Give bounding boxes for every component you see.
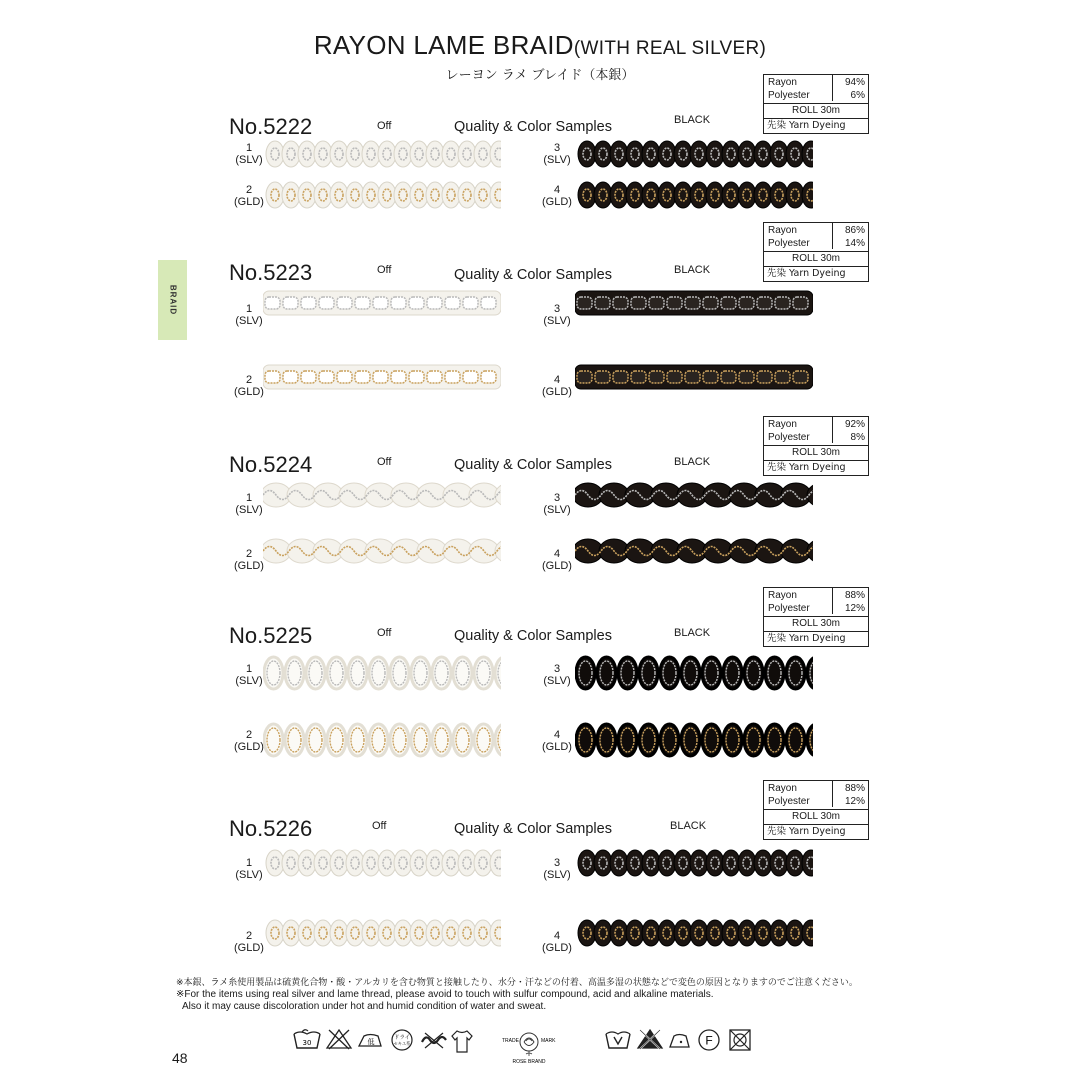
rayon-percent: 88% xyxy=(844,590,865,601)
dye-method: 先染 Yarn Dyeing xyxy=(767,268,846,279)
rayon-label: Rayon xyxy=(768,225,797,236)
composition-row xyxy=(764,588,868,617)
title-sub: (WITH REAL SILVER) xyxy=(573,38,767,59)
variant-number: 4 xyxy=(553,930,561,942)
variant-code: (SLV) xyxy=(235,869,263,881)
product-number: No.5224 xyxy=(229,452,313,477)
braid-swatch xyxy=(263,721,501,751)
variant-label xyxy=(231,492,267,516)
variant-label xyxy=(539,663,575,687)
iron-low-icon xyxy=(356,1028,384,1050)
variant-label xyxy=(539,930,575,954)
dry-clean-f-icon xyxy=(697,1028,721,1052)
note-japanese: ※本銀、ラメ糸使用製品は硫黄化合物・酸・アルカリを含む物質と接触したり、水分・汗などの付着、高温多湿の状態などで変色の原因となりますのでご注意ください。 xyxy=(176,978,858,988)
braid-swatch xyxy=(575,721,813,751)
braid-swatch xyxy=(263,918,501,948)
trademark-brand-text: ROSE BRAND xyxy=(512,1059,546,1065)
polyester-label: Polyester xyxy=(768,90,810,101)
variant-code: (GLD) xyxy=(542,196,572,208)
variant-number: 4 xyxy=(553,729,561,741)
wash-temp-text: 30 xyxy=(302,1039,312,1047)
variant-number: 2 xyxy=(245,930,253,942)
dye-method: 先染 Yarn Dyeing xyxy=(767,633,846,644)
variant-number: 2 xyxy=(245,729,253,741)
rayon-percent: 92% xyxy=(844,419,865,430)
variant-code: (GLD) xyxy=(234,386,264,398)
polyester-percent: 8% xyxy=(850,432,865,443)
variant-label xyxy=(539,142,575,166)
variant-label xyxy=(539,492,575,516)
braid-swatch xyxy=(575,180,813,210)
rayon-label: Rayon xyxy=(768,77,797,88)
dye-method: 先染 Yarn Dyeing xyxy=(767,462,846,473)
polyester-percent: 6% xyxy=(850,90,865,101)
black-label: BLACK xyxy=(674,627,711,639)
page-title xyxy=(0,30,1080,61)
spec-table xyxy=(763,74,869,134)
page-number: 48 xyxy=(172,1050,188,1066)
braid-swatch xyxy=(575,918,813,948)
variant-label xyxy=(231,548,267,572)
spec-table xyxy=(763,780,869,840)
rayon-label: Rayon xyxy=(768,419,797,430)
braid-swatch xyxy=(263,848,501,878)
variant-code: (SLV) xyxy=(235,675,263,687)
composition-row xyxy=(764,781,868,810)
variant-label xyxy=(539,548,575,572)
spec-table xyxy=(763,587,869,647)
variant-number: 1 xyxy=(245,142,253,154)
variant-number: 3 xyxy=(553,663,561,675)
product-number: No.5223 xyxy=(229,260,313,285)
note-english-2: Also it may cause discoloration under hot and humid condition of water and sweat. xyxy=(182,1001,547,1012)
category-tab xyxy=(158,260,187,340)
variant-label xyxy=(539,374,575,398)
variant-code: (SLV) xyxy=(543,675,571,687)
braid-swatch xyxy=(263,480,501,510)
roll-length: ROLL 30m xyxy=(764,810,868,825)
no-bleach-icon xyxy=(325,1028,353,1050)
black-label: BLACK xyxy=(674,114,711,126)
black-label: BLACK xyxy=(670,820,707,832)
rayon-label: Rayon xyxy=(768,590,797,601)
category-tab-label: BRAID xyxy=(168,284,177,316)
variant-number: 3 xyxy=(553,142,561,154)
off-white-label: Off xyxy=(372,820,387,832)
title-main: RAYON LAME BRAID xyxy=(313,30,574,60)
variant-code: (SLV) xyxy=(543,869,571,881)
variant-code: (SLV) xyxy=(235,154,263,166)
variant-number: 1 xyxy=(245,492,253,504)
spec-table xyxy=(763,222,869,282)
rayon-percent: 86% xyxy=(844,225,865,236)
variant-number: 1 xyxy=(245,663,253,675)
variant-label xyxy=(539,729,575,753)
polyester-percent: 14% xyxy=(844,238,865,249)
variant-number: 3 xyxy=(553,303,561,315)
variant-label xyxy=(231,930,267,954)
variant-code: (GLD) xyxy=(542,386,572,398)
variant-number: 4 xyxy=(553,548,561,560)
title-japanese: レーヨン ラメ ブレイド（本銀） xyxy=(445,68,635,83)
braid-swatch xyxy=(263,180,501,210)
dry-clean-subtext: セキユ系 xyxy=(393,1041,411,1046)
variant-code: (GLD) xyxy=(234,942,264,954)
variant-code: (SLV) xyxy=(543,154,571,166)
polyester-percent: 12% xyxy=(844,603,865,614)
product-number: No.5222 xyxy=(229,114,313,139)
dry-clean-f-text: F xyxy=(705,1033,713,1048)
braid-swatch xyxy=(263,654,501,684)
variant-label xyxy=(231,729,267,753)
variant-number: 2 xyxy=(245,184,253,196)
variant-code: (SLV) xyxy=(543,315,571,327)
quality-samples-label: Quality & Color Samples xyxy=(454,628,612,644)
polyester-label: Polyester xyxy=(768,238,810,249)
rose-brand-trademark xyxy=(500,1028,558,1068)
braid-swatch xyxy=(263,362,501,392)
dry-clean-icon xyxy=(388,1028,416,1052)
variant-code: (SLV) xyxy=(543,504,571,516)
braid-swatch xyxy=(575,362,813,392)
off-white-label: Off xyxy=(377,456,392,468)
no-wring-icon xyxy=(420,1030,448,1050)
roll-length: ROLL 30m xyxy=(764,252,868,267)
variant-code: (GLD) xyxy=(234,196,264,208)
variant-number: 4 xyxy=(553,374,561,386)
variant-number: 1 xyxy=(245,303,253,315)
quality-samples-label: Quality & Color Samples xyxy=(454,267,612,283)
off-white-label: Off xyxy=(377,120,392,132)
braid-swatch xyxy=(575,480,813,510)
black-label: BLACK xyxy=(674,456,711,468)
variant-number: 3 xyxy=(553,492,561,504)
polyester-label: Polyester xyxy=(768,432,810,443)
drip-dry-shirt-icon xyxy=(450,1028,474,1054)
quality-samples-label: Quality & Color Samples xyxy=(454,457,612,473)
dry-clean-text: ドライ xyxy=(393,1035,411,1041)
trademark-left-text: TRADE xyxy=(502,1038,519,1044)
variant-code: (SLV) xyxy=(235,504,263,516)
braid-swatch xyxy=(575,848,813,878)
braid-swatch xyxy=(575,654,813,684)
quality-samples-label: Quality & Color Samples xyxy=(454,821,612,837)
variant-label xyxy=(539,184,575,208)
polyester-label: Polyester xyxy=(768,603,810,614)
variant-label xyxy=(231,142,267,166)
variant-label xyxy=(539,303,575,327)
care-notes xyxy=(176,977,858,1013)
variant-number: 2 xyxy=(245,374,253,386)
variant-number: 3 xyxy=(553,857,561,869)
composition-row xyxy=(764,223,868,252)
iron-level-text: 低 xyxy=(367,1038,375,1046)
hand-wash-icon xyxy=(292,1028,322,1050)
rayon-percent: 88% xyxy=(844,783,865,794)
black-label: BLACK xyxy=(674,264,711,276)
spec-table xyxy=(763,416,869,476)
variant-label xyxy=(539,857,575,881)
rose-logo-icon xyxy=(500,1028,558,1068)
note-english-1: ※For the items using real silver and lame thread, please avoid to touch with sulfur compound, acid and alkaline materials. xyxy=(176,989,714,1000)
rayon-percent: 94% xyxy=(844,77,865,88)
variant-label xyxy=(231,663,267,687)
composition-row xyxy=(764,75,868,104)
product-number: No.5226 xyxy=(229,816,313,841)
variant-code: (GLD) xyxy=(234,560,264,572)
roll-length: ROLL 30m xyxy=(764,617,868,632)
variant-number: 2 xyxy=(245,548,253,560)
off-white-label: Off xyxy=(377,264,392,276)
variant-code: (GLD) xyxy=(542,741,572,753)
variant-label xyxy=(231,374,267,398)
braid-swatch xyxy=(263,288,501,318)
variant-code: (GLD) xyxy=(542,942,572,954)
dye-method: 先染 Yarn Dyeing xyxy=(767,826,846,837)
trademark-right-text: MARK xyxy=(541,1038,556,1044)
wash-tub-icon xyxy=(604,1028,632,1050)
braid-swatch xyxy=(263,139,501,169)
no-tumble-dry-icon xyxy=(728,1028,752,1052)
no-chlorine-icon xyxy=(636,1028,664,1050)
variant-code: (GLD) xyxy=(542,560,572,572)
polyester-percent: 12% xyxy=(844,796,865,807)
variant-label xyxy=(231,857,267,881)
rayon-label: Rayon xyxy=(768,783,797,794)
polyester-label: Polyester xyxy=(768,796,810,807)
braid-swatch xyxy=(575,536,813,566)
variant-number: 4 xyxy=(553,184,561,196)
iron-press-icon xyxy=(667,1028,693,1050)
roll-length: ROLL 30m xyxy=(764,446,868,461)
quality-samples-label: Quality & Color Samples xyxy=(454,119,612,135)
care-icons xyxy=(0,1028,1080,1068)
off-white-label: Off xyxy=(377,627,392,639)
braid-swatch xyxy=(263,536,501,566)
dye-method: 先染 Yarn Dyeing xyxy=(767,120,846,131)
variant-label xyxy=(231,184,267,208)
variant-number: 1 xyxy=(245,857,253,869)
roll-length: ROLL 30m xyxy=(764,104,868,119)
composition-row xyxy=(764,417,868,446)
variant-label xyxy=(231,303,267,327)
braid-swatch xyxy=(575,139,813,169)
braid-swatch xyxy=(575,288,813,318)
product-number: No.5225 xyxy=(229,623,313,648)
variant-code: (SLV) xyxy=(235,315,263,327)
variant-code: (GLD) xyxy=(234,741,264,753)
